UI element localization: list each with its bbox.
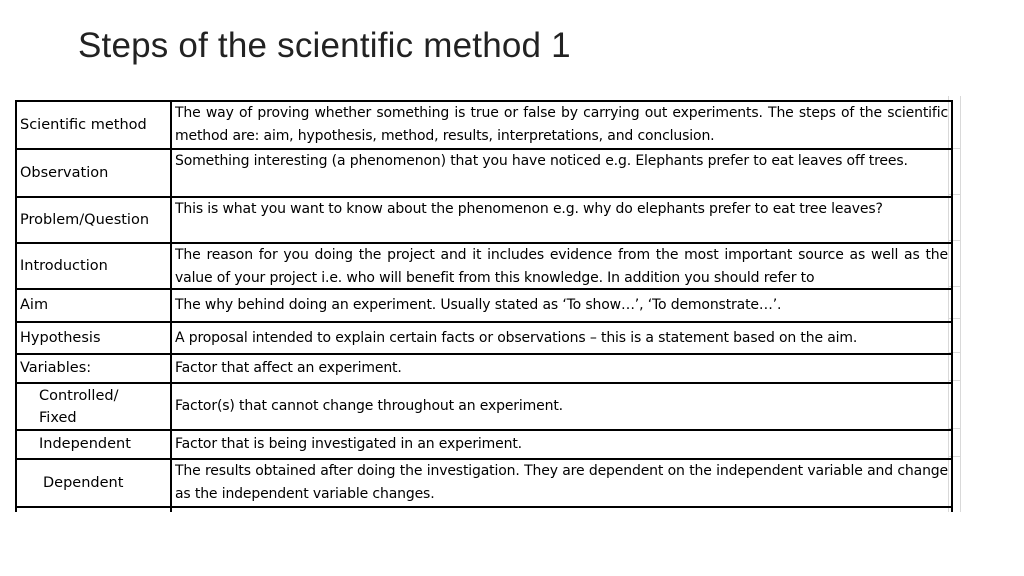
- term-cell: Scientific method: [16, 101, 171, 149]
- definition-text: Something interesting (a phenomenon) that you have noticed e.g. Elephants prefer to eat leaves off trees.: [175, 153, 908, 169]
- definition-cell: The why behind doing an experiment. Usually stated as ‘To show…’, ‘To demonstrate…’.: [171, 289, 952, 322]
- term-line: Controlled/: [39, 387, 119, 404]
- term-cell: Variables:: [16, 354, 171, 383]
- definition-cell: [171, 459, 952, 507]
- table-row: [16, 149, 952, 197]
- definition-cell: Factor(s) that cannot change throughout an experiment.: [171, 383, 952, 430]
- definition-cell: [171, 101, 952, 149]
- definition-cell: Factor that affect an experiment.: [171, 354, 952, 383]
- definition-text: The way of proving whether something is true or false by carrying out experiments. The steps of the scientific method are: aim, hypothesis, method, results, interpretations, and conclusion.: [175, 105, 948, 144]
- gridline: [960, 96, 961, 512]
- definition-text: This is what you want to know about the phenomenon e.g. why do elephants prefer to eat tree leaves?: [175, 201, 883, 217]
- term-cell-cut-off: [16, 507, 171, 512]
- term-cell: Aim: [16, 289, 171, 322]
- table-row: [16, 197, 952, 243]
- table-row: [16, 289, 952, 322]
- term-cell: Observation: [16, 149, 171, 197]
- definitions-table: [15, 100, 953, 512]
- table-row: [16, 430, 952, 459]
- definitions-table-image: [15, 96, 961, 512]
- term-cell: Dependent: [16, 459, 171, 507]
- definition-cell: [171, 197, 952, 243]
- term-line: Fixed: [39, 409, 77, 426]
- table-row-cut-off: [16, 507, 952, 512]
- term-cell: Problem/Question: [16, 197, 171, 243]
- slide-title: Steps of the scientific method 1: [78, 26, 571, 65]
- term-cell: Introduction: [16, 243, 171, 289]
- term-cell: Hypothesis: [16, 322, 171, 354]
- definition-text: The reason for you doing the project and it includes evidence from the most important source as well as the value of your project i.e. who will benefit from this knowledge. In addition you should refer to: [175, 247, 948, 286]
- definition-cell: [171, 149, 952, 197]
- table-row: [16, 459, 952, 507]
- definition-cell: A proposal intended to explain certain facts or observations – this is a statement based on the aim.: [171, 322, 952, 354]
- term-cell: Independent: [16, 430, 171, 459]
- definition-cell-cut-off: [171, 507, 952, 512]
- table-row: [16, 383, 952, 430]
- table-row: [16, 354, 952, 383]
- table-row: [16, 101, 952, 149]
- table-row: [16, 322, 952, 354]
- definition-text: The results obtained after doing the investigation. They are dependent on the independent variable and change as the independent variable changes.: [175, 463, 948, 502]
- definition-cell: Factor that is being investigated in an experiment.: [171, 430, 952, 459]
- definition-cell: [171, 243, 952, 289]
- table-row: [16, 243, 952, 289]
- term-cell: [16, 383, 171, 430]
